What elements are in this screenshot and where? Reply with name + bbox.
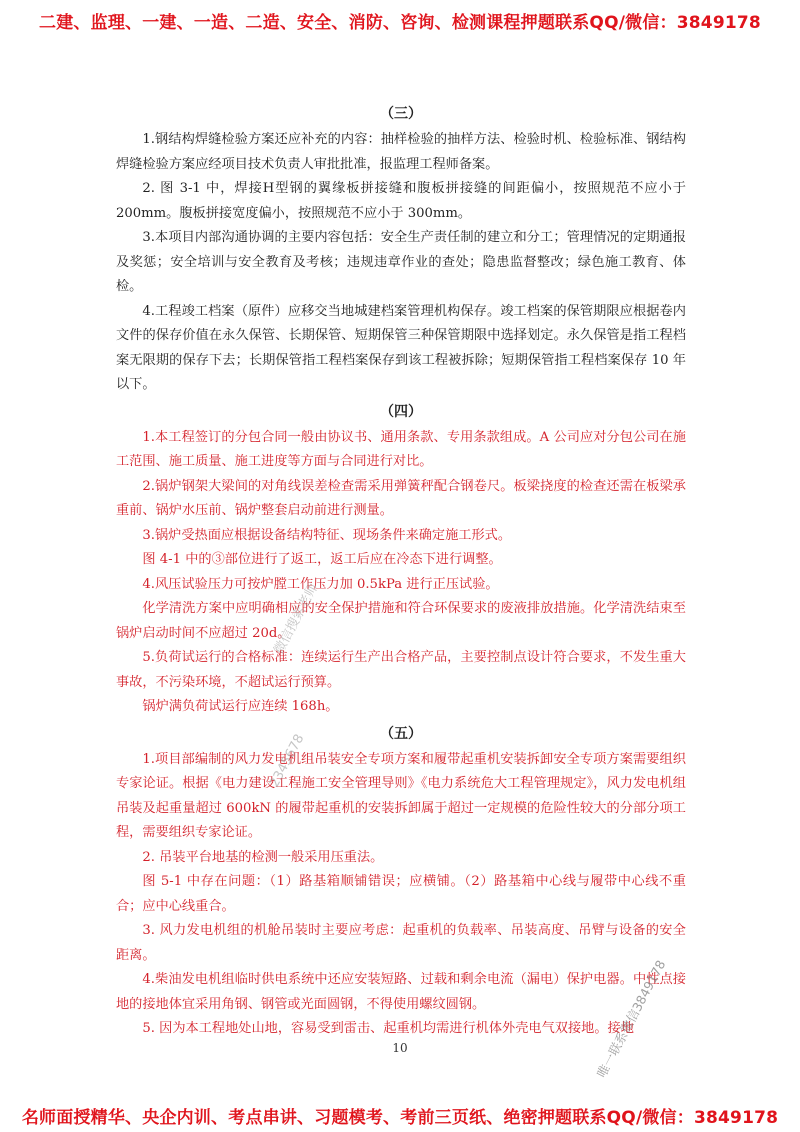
document-body bbox=[116, 100, 686, 1042]
paragraph: 4.工程竣工档案（原件）应移交当地城建档案管理机构保存。竣工档案的保管期限应根据卷内文件的保存价值在永久保管、长期保管、短期保管三种保管期限中选择划定。永久保管是指工程档案无限期的保存下去；长期保管指工程档案保存到该工程被拆除；短期保管指工程档案保存 10 年以下。 bbox=[116, 303, 686, 392]
watermark: 唯一联系微信3849178 bbox=[593, 957, 669, 1080]
paragraph: 2.锅炉钢架大梁间的对角线误差检查需采用弹簧秤配合钢卷尺。板梁挠度的检查还需在板梁承重前、锅炉水压前、锅炉整套启动前进行测量。 bbox=[116, 478, 686, 518]
paragraph: 5.负荷试运行的合格标准：连续运行生产出合格产品，主要控制点设计符合要求，不发生重大事故，不污染环境，不超试运行预算。 bbox=[116, 650, 686, 690]
paragraph: 1.项目部编制的风力发电机组吊装安全专项方案和履带起重机安装拆卸安全专项方案需要组织专家论证。根据《电力建设工程施工安全管理导则》《电力系统危大工程管理规定》，风力发电机组吊装及起重量超过 600kN 的履带起重机的安装拆卸属于超过一定规模的危险性较大的分部分项工程，需要组织专家论证。 bbox=[116, 751, 686, 840]
paragraph: 4.风压试验压力可按炉膛工作压力加 0.5kPa 进行正压试验。 bbox=[142, 576, 499, 592]
section-heading: （三） bbox=[380, 106, 422, 122]
paragraph: 锅炉满负荷试运行应连续 168h。 bbox=[142, 699, 339, 714]
paragraph: 3.本项目内部沟通协调的主要内容包括：安全生产责任制的建立和分工；管理情况的定期通报及奖惩；安全培训与安全教育及考核；违规违章作业的查处；隐患监督整改；绿色施工教育、体检。 bbox=[116, 230, 686, 294]
watermark: 2345678 bbox=[267, 731, 308, 791]
paragraph: 3. 风力发电机组的机舱吊装时主要应考虑：起重机的负载率、吊装高度、吊臂与设备的安全距离。 bbox=[116, 923, 686, 963]
section-4 bbox=[116, 400, 686, 720]
section-heading: （五） bbox=[380, 725, 422, 742]
paragraph: 5. 因为本工程地处山地，容易受到雷击、起重机均需进行机体外壳电气双接地。接地 bbox=[142, 1021, 634, 1036]
paragraph: 1.本工程签订的分包合同一般由协议书、通用条款、专用条款组成。A 公司应对分包公司在施工范围、施工质量、施工进度等方面与合同进行对比。 bbox=[116, 429, 686, 469]
paragraph: 2. 吊装平台地基的检测一般采用压重法。 bbox=[142, 849, 384, 865]
paragraph: 1.钢结构焊缝检验方案还应补充的内容：抽样检验的抽样方法、检验时机、检验标准、钢结构焊缝检验方案应经项目技术负责人审批批准，报监理工程师备案。 bbox=[116, 132, 686, 172]
watermark: 微信搜索老师 bbox=[271, 580, 322, 657]
paragraph: 4.柴油发电机组临时供电系统中还应安装短路、过载和剩余电流（漏电）保护电器。中性点接地的接地体宜采用角钢、钢管或光面圆钢，不得使用螺纹圆钢。 bbox=[116, 972, 686, 1012]
paragraph: 3.锅炉受热面应根据设备结构特征、现场条件来确定施工形式。 bbox=[142, 527, 512, 543]
paragraph: 图 4-1 中的③部位进行了返工，返工后应在冷态下进行调整。 bbox=[142, 552, 502, 567]
paragraph: 图 5-1 中存在问题：（1）路基箱顺铺错误；应横铺。（2）路基箱中心线与履带中心线不重合；应中心线重合。 bbox=[116, 874, 686, 914]
paragraph: 2. 图 3-1 中，焊接H型钢的翼缘板拼接缝和腹板拼接缝的间距偏小，按照规范不应小于 200mm。腹板拼接宽度偏小，按照规范不应小于 300mm。 bbox=[116, 181, 686, 221]
bottom-banner: 名师面授精华、央企内训、考点串讲、习题模考、考前三页纸、绝密押题联系QQ/微信：3849178 bbox=[21, 1108, 779, 1128]
section-5 bbox=[116, 722, 686, 1042]
section-3 bbox=[116, 102, 686, 398]
top-banner: 二建、监理、一建、一造、二造、安全、消防、咨询、检测课程押题联系QQ/微信：3849178 bbox=[39, 13, 761, 33]
paragraph: 化学清洗方案中应明确相应的安全保护措施和符合环保要求的废液排放措施。化学清洗结束至锅炉启动时间不应超过 20d。 bbox=[116, 601, 686, 641]
section-heading: （四） bbox=[380, 403, 422, 420]
page-number: 10 bbox=[392, 1041, 408, 1055]
